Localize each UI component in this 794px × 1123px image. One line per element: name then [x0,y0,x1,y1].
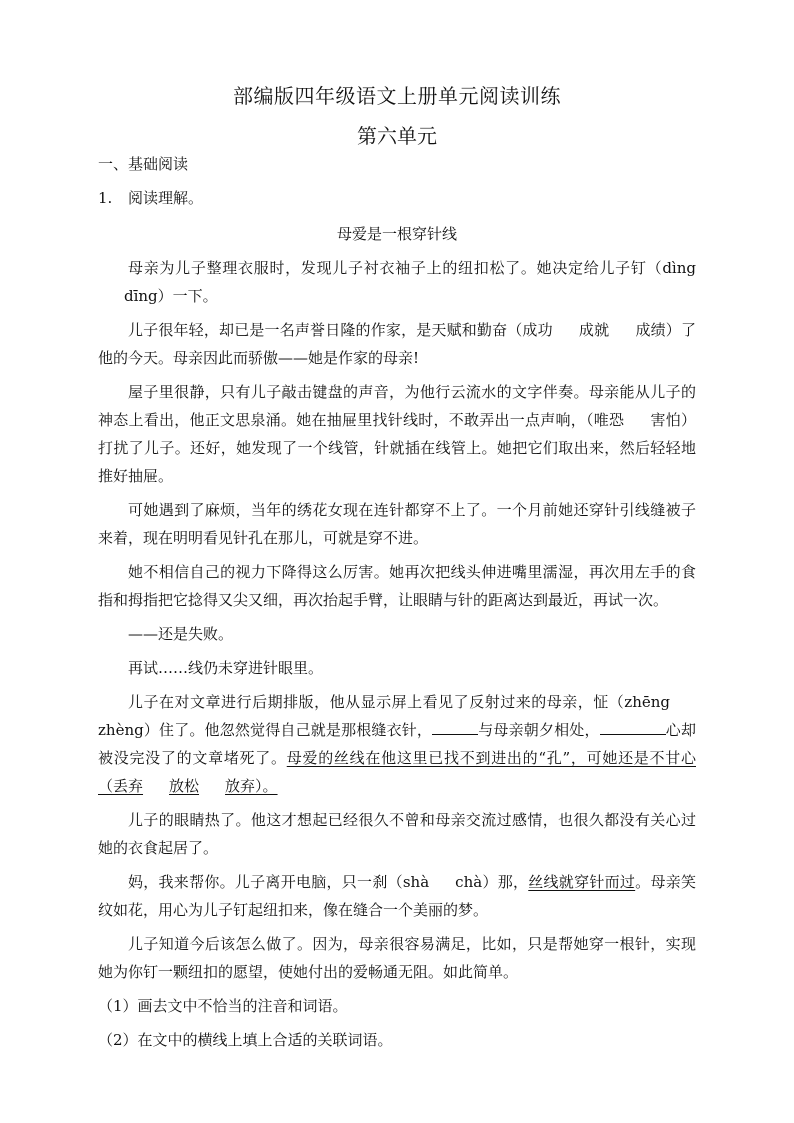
p8-text-f: 放松 [169,777,200,795]
essay-body [98,254,696,1060]
question-heading [98,187,203,208]
p2-text-c: 成绩）了他的今天。母亲因此而骄傲——她是作家的母亲! [98,321,696,367]
section-heading: 一、基础阅读 [98,155,189,173]
paragraph-10 [98,868,696,924]
paragraph-11: 儿子知道今后该怎么做了。因为，母亲很容易满足，比如，只是帮她穿一根针，实现她为你钉一颗纽扣的愿望，使她付出的爱畅通无阻。如此简单。 [98,935,696,981]
p2-text-a: 儿子很年轻，却已是一名声誉日隆的作家，是天赋和勤奋（成功 [128,321,553,339]
paragraph-9: 儿子的眼睛热了。他这才想起已经很久不曾和母亲交流过感情，也很久都没有关心过她的衣食起居了。 [98,811,696,857]
p8-text-a: 儿子在对文章进行后期排版，他从显示屏上看见了反射过来的母亲，怔（zhēng [128,693,670,711]
p8-text-e: 母爱的丝线在他这里已找不到进出的“孔”，可她还是不甘心（丢弃 [98,749,696,795]
p10-text-d: 。母亲笑纹如花，用心为儿子钉起纽扣来，像在缝合一个美丽的梦。 [98,873,696,919]
essay-title: 母爱是一根穿针线 [336,225,457,243]
paragraph-6: ——还是失败。 [128,625,234,643]
p3-text-a: 屋子里很静，只有儿子敲击键盘的声音，为他行云流水的文字伴奏。母亲能从儿子的神态上看出，他正文思泉涌。她在抽屉里找针线时，不敢弄出一点声响，（唯恐 [98,383,696,429]
p3-text-b: 害怕）打扰了儿子。还好，她发现了一个线管，针就插在线管上。她把它们取出来，然后轻轻地推好抽屉。 [98,411,696,485]
page-title: 部编版四年级语文上册单元阅读训练 [233,84,561,108]
paragraph-4: 可她遇到了麻烦，当年的绣花女现在连针都穿不上了。一个月前她还穿针引线缝被子来着，现在明明看见针孔在那儿，可就是穿不进。 [98,501,696,547]
paragraph-5: 她不相信自己的视力下降得这么厉害。她再次把线头伸进嘴里濡湿，再次用左手的食指和拇指把它捻得又尖又细，再次抬起手臂，让眼睛与针的距离达到最近，再试一次。 [98,563,696,609]
p8-text-b: zhèng）住了。他忽然觉得自己就是那根缝衣针， [98,721,433,739]
p8-text-c: 与母亲朝夕相处， [478,721,600,739]
paragraph-8 [98,688,696,800]
question-number: 1. [98,189,113,207]
paragraph-1 [98,254,696,310]
p8-text-d: 心却被没完没了的文章堵死了。 [98,721,696,767]
p2-text-b: 成就 [578,321,610,339]
fill-blank-1[interactable] [432,720,478,735]
paragraph-3 [98,378,696,490]
underlined-phrase: 丝线就穿针而过 [528,873,636,891]
p1-text-a: 母亲为儿子整理衣服时，发现儿子衬衣袖子上的纽扣松了。她决定给儿子钉（dìng [128,259,696,277]
p1-text-b: dīng）一下。 [124,287,218,305]
subquestion-2: （2）在文中的横线上填上合适的关联词语。 [98,1031,393,1049]
question-label: 阅读理解。 [128,189,204,207]
p10-text-b: chà）那， [455,873,529,891]
p10-text-a: 妈，我来帮你。儿子离开电脑，只一刹（shà [128,873,430,891]
paragraph-2 [98,316,696,372]
subquestion-1: （1）画去文中不恰当的注音和词语。 [98,997,348,1015]
p8-text-g: 放弃）。 [225,777,278,795]
fill-blank-2[interactable] [600,720,666,735]
paragraph-7: 再试……线仍未穿进针眼里。 [128,659,324,677]
unit-title: 第六单元 [357,124,437,148]
